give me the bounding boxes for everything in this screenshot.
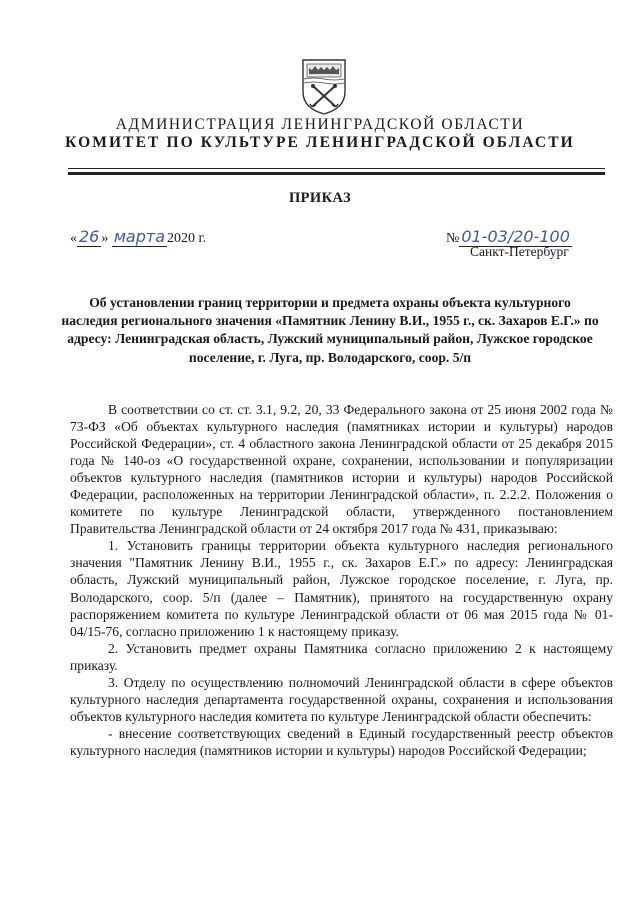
date-year: 2020 г. [167,231,207,246]
clause-3: 3. Отделу по осуществлению полномочий Ленинградской области в сфере объектов культурного наследия департамента государственной охраны, сохранения и использования объектов культурного наследия комитета по культуре Ленинградской области обеспечить: [70,674,613,724]
date-close-quote: » [101,231,109,246]
document-body [70,401,613,759]
header-divider-thick [68,172,605,175]
clause-1: 1. Установить границы территории объекта культурного наследия регионального значения "Памятник Ленину В.И., 1955 г., ск. Захаров Е.Г.» по адресу: Ленинградская область, Лужский муниципальный район, Лужское городское поселение, г. Луга, пр. Володарского, соор. 5/п (далее – Памятник), принятого на государственную охрану распоряжением комитета по культуре Ленинградской области от 06 мая 2015 года № 01-04/15-76, согласно приложению 1 к настоящему приказу. [70,538,613,639]
coat-of-arms-emblem [301,58,347,116]
committee-name: КОМИТЕТ ПО КУЛЬТУРЕ ЛЕНИНГРАДСКОЙ ОБЛАСТИ [65,134,575,151]
date-day: 26 [79,227,100,246]
clause-2: 2. Установить предмет охраны Памятника согласно приложению 2 к настоящему приказу. [70,640,613,673]
header-divider-thin [68,168,605,169]
place-of-issue: Санкт-Петербург [470,244,569,259]
order-date [70,227,206,247]
date-month: марта [113,227,166,246]
administration-name: АДМИНИСТРАЦИЯ ЛЕНИНГРАДСКОЙ ОБЛАСТИ [115,116,525,133]
document-type: ПРИКАЗ [288,190,352,206]
preamble-paragraph: В соответствии со ст. ст. 3.1, 9.2, 20, 33 Федерального закона от 25 июня 2002 года № 73-ФЗ «Об объектах культурного наследия (памятниках истории и культуры) народов Российской Федерации», ст. 4 областного закона Ленинградской области от 25 декабря 2015 года № 140-оз «О государственной охране, сохранении, использовании и популяризации объектов культурного наследия (памятников истории и культуры) народов Российской Федерации, расположенных на территории Ленинградской области», п. 2.2.2. Положения о комитете по культуре Ленинградской области, утвержденного постановлением Правительства Ленинградской области от 24 октября 2017 года № 431, приказываю: [70,402,613,537]
number-value: 01-03/20-100 [461,227,570,246]
order-subject: Об установлении границ территории и предмета охраны объекта культурного наследия регионального значения «Памятник Ленину В.И., 1955 г., ск. Захаров Е.Г.» по адресу: Ленинградская область, Лужский муниципальный район, Лужское городское поселение, г. Луга, пр. Володарского, соор. 5/п [61,295,599,365]
date-open-quote: « [70,231,77,246]
number-sign: № [446,231,460,246]
clause-3-item: - внесение соответствующих сведений в Единый государственный реестр объектов культурного наследия (памятников истории и культуры) народов Российской Федерации; [70,725,613,758]
